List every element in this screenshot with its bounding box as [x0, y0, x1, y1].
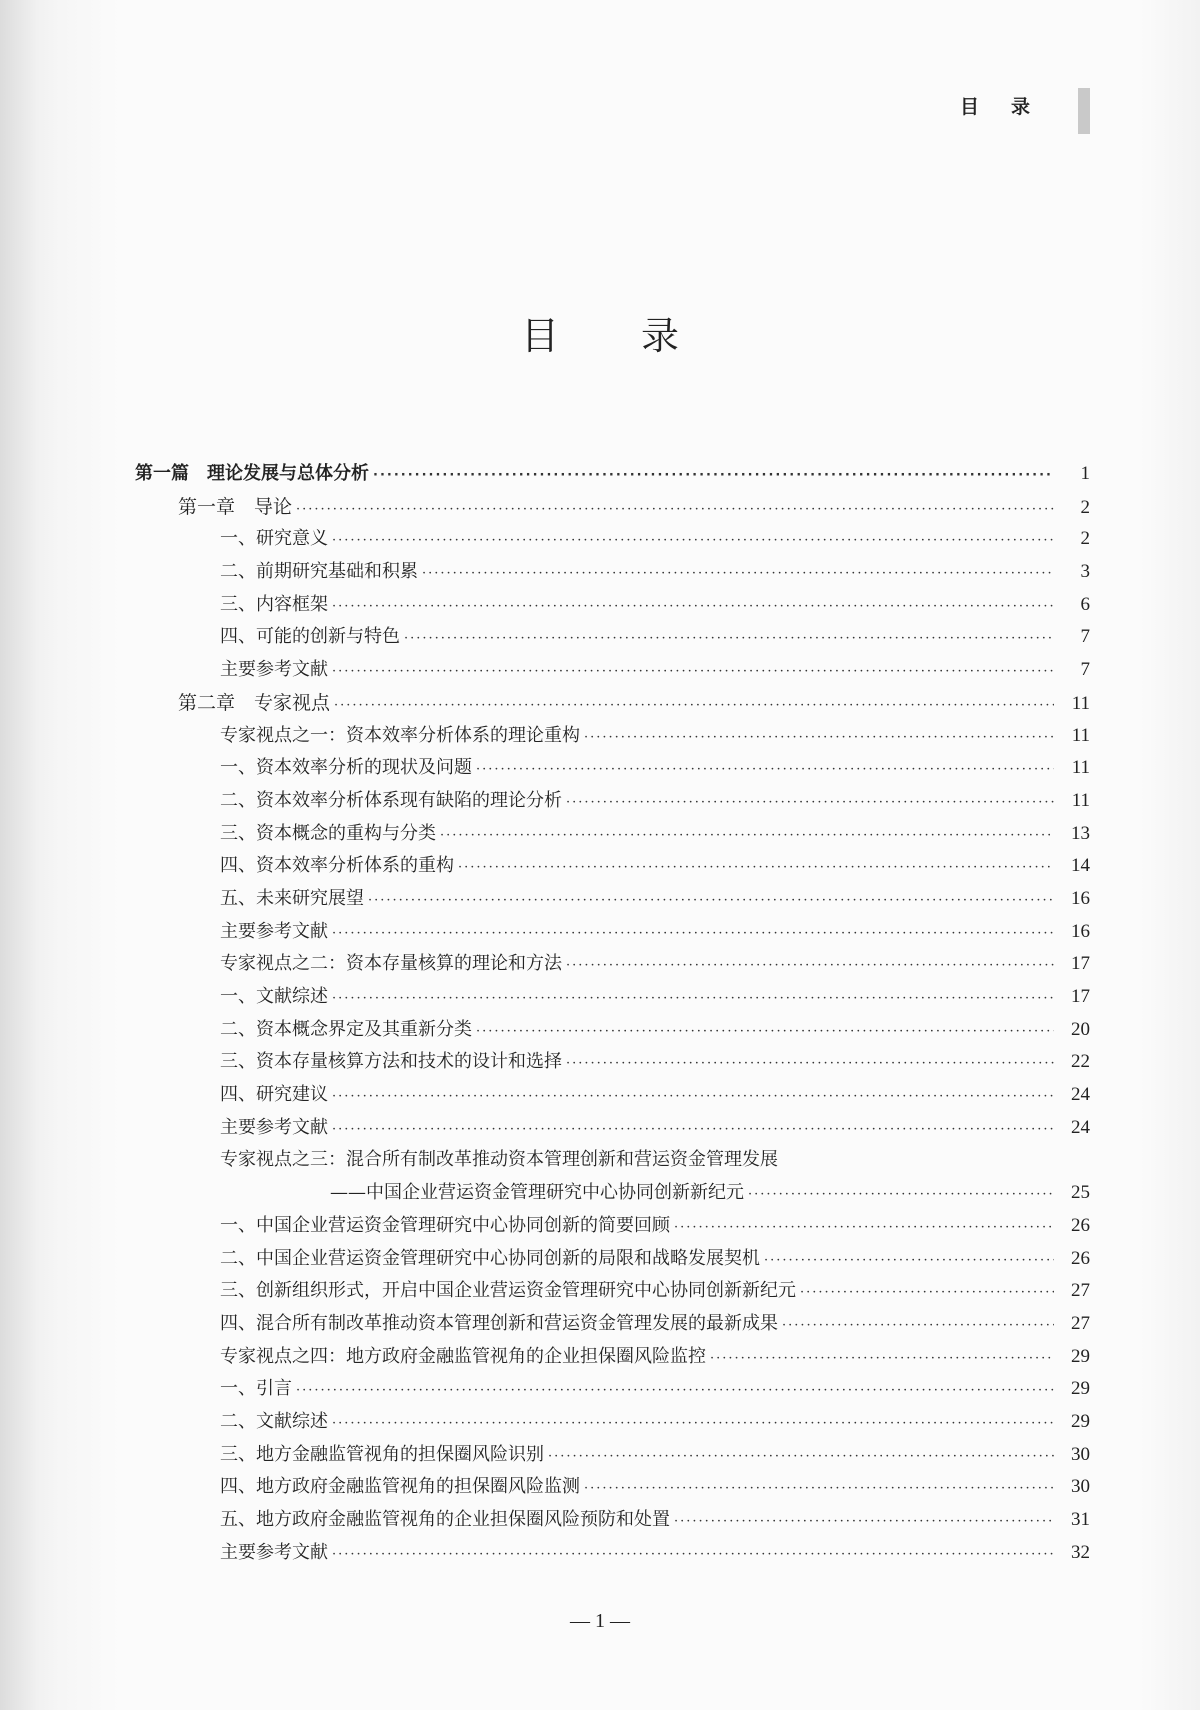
toc-entry-title: 三、地方金融监管视角的担保圈风险识别 [220, 1443, 544, 1465]
toc-entry [130, 1439, 1090, 1472]
toc-entry [130, 589, 1090, 622]
toc-entry [130, 1537, 1090, 1570]
toc-page-number: 3 [1080, 561, 1090, 583]
toc-dot-leader [332, 1408, 1054, 1441]
toc-dot-leader [710, 1343, 1054, 1376]
toc-entry [130, 752, 1090, 785]
toc-entry-title: 一、中国企业营运资金管理研究中心协同创新的简要回顾 [220, 1214, 670, 1236]
toc-page-number: 17 [1071, 986, 1090, 1007]
toc-entry-title: 专家视点之三：混合所有制改革推动资本管理创新和营运资金管理发展 [220, 1149, 778, 1171]
toc-dot-leader [566, 1048, 1054, 1081]
toc-entry-title: 一、引言 [220, 1378, 292, 1400]
toc-page-number: 2 [1080, 496, 1090, 518]
toc-entry-title: 二、资本效率分析体系现有缺陷的理论分析 [220, 789, 562, 811]
toc-entry-title: 三、创新组织形式，开启中国企业营运资金管理研究中心协同创新新纪元 [220, 1280, 796, 1302]
toc-dot-leader [764, 1245, 1054, 1278]
toc-page-number: 25 [1071, 1182, 1090, 1204]
toc-entry [130, 1275, 1090, 1308]
toc-page-number: 2 [1080, 528, 1090, 550]
toc-entry-title: 二、资本概念界定及其重新分类 [220, 1018, 472, 1040]
toc-page-number: 1 [1080, 463, 1090, 484]
toc-entry [130, 1373, 1090, 1406]
toc-dot-leader [476, 754, 1054, 787]
toc-page-number: 20 [1071, 1018, 1090, 1040]
toc-entry [130, 720, 1090, 753]
toc-page-number: 11 [1071, 692, 1090, 714]
toc-page-number: 6 [1080, 593, 1090, 615]
toc-page-number: 11 [1071, 789, 1090, 811]
toc-entry-title: 三、资本概念的重构与分类 [220, 822, 436, 844]
toc-entry-title: 一、研究意义 [220, 528, 328, 550]
toc-page-number: 13 [1071, 822, 1090, 844]
toc-entry [130, 1177, 1090, 1210]
toc-entry-title: 专家视点之四：地方政府金融监管视角的企业担保圈风险监控 [220, 1345, 706, 1367]
toc-page-number: 30 [1071, 1443, 1090, 1465]
toc-entry [130, 1308, 1090, 1341]
toc-dot-leader [748, 1179, 1054, 1212]
toc-page-number: 17 [1071, 953, 1090, 975]
toc-entry [130, 1079, 1090, 1112]
toc-entry-title: 专家视点之一：资本效率分析体系的理论重构 [220, 724, 580, 746]
toc-entry [130, 1341, 1090, 1374]
running-head-char: 录 [1011, 96, 1031, 118]
toc-entry-title: 四、研究建议 [220, 1084, 328, 1106]
toc-page-number: 22 [1071, 1051, 1090, 1073]
toc-entry [130, 458, 1090, 491]
toc-entry [130, 1504, 1090, 1537]
toc-dot-leader [548, 1441, 1054, 1474]
toc-dot-leader [800, 1277, 1054, 1310]
page-spine-shadow [0, 0, 36, 1710]
toc-dot-leader [332, 1081, 1054, 1114]
toc-entry-title: 四、资本效率分析体系的重构 [220, 855, 454, 877]
toc-dot-leader [332, 591, 1054, 624]
toc-page-number: 29 [1071, 1378, 1090, 1400]
toc-page-number: 24 [1071, 1084, 1090, 1106]
toc-dot-leader [332, 1114, 1054, 1147]
toc-page-number: 29 [1071, 1345, 1090, 1367]
toc-dot-leader [373, 460, 1054, 493]
toc-page-number: 11 [1071, 724, 1090, 746]
toc-dot-leader [440, 820, 1054, 853]
toc-dot-leader [334, 690, 1054, 723]
toc-entry [130, 1210, 1090, 1243]
toc-dot-leader [296, 1375, 1054, 1408]
toc-dot-leader [332, 983, 1054, 1016]
toc-dot-leader [404, 623, 1054, 656]
toc-entry-title: 二、中国企业营运资金管理研究中心协同创新的局限和战略发展契机 [220, 1247, 760, 1269]
toc-entry [130, 1014, 1090, 1047]
toc-dot-leader [332, 656, 1054, 689]
toc-page-number: 27 [1071, 1280, 1090, 1302]
toc-entry [130, 654, 1090, 687]
page-title [0, 305, 1200, 360]
toc-page-number: 26 [1071, 1214, 1090, 1236]
toc-dot-leader [584, 722, 1054, 755]
toc-dot-leader [458, 852, 1054, 885]
toc-entry [130, 850, 1090, 883]
toc-dot-leader [566, 950, 1054, 983]
toc-page-number: 7 [1080, 659, 1090, 681]
page-title-char: 目 [520, 314, 559, 358]
toc-entry-title: 四、可能的创新与特色 [220, 626, 400, 648]
toc-page-number: 31 [1071, 1509, 1090, 1530]
toc-entry-title: 主要参考文献 [220, 659, 328, 681]
toc-entry [130, 818, 1090, 851]
toc-entry [130, 1471, 1090, 1504]
toc-page-number: 11 [1071, 757, 1090, 779]
toc-page-number: 26 [1071, 1247, 1090, 1269]
toc-dot-leader [332, 1539, 1054, 1572]
toc-entry [130, 981, 1090, 1014]
running-head [960, 92, 1030, 119]
toc-entry-title: 二、前期研究基础和积累 [220, 561, 418, 583]
toc-entry-title: 五、地方政府金融监管视角的企业担保圈风险预防和处置 [220, 1509, 670, 1530]
toc-dot-leader [368, 885, 1054, 918]
table-of-contents [130, 458, 1090, 1569]
toc-page-number: 30 [1071, 1476, 1090, 1498]
toc-dot-leader [332, 525, 1054, 558]
toc-entry [130, 1243, 1090, 1276]
toc-dot-leader [296, 494, 1054, 527]
toc-entry [130, 1406, 1090, 1439]
toc-entry [130, 1112, 1090, 1145]
toc-entry-title: 主要参考文献 [220, 1541, 328, 1563]
toc-page-number: 29 [1071, 1410, 1090, 1432]
toc-entry-title: 主要参考文献 [220, 920, 328, 942]
toc-entry-title: 三、资本存量核算方法和技术的设计和选择 [220, 1051, 562, 1073]
running-head-char: 目 [960, 96, 980, 118]
toc-entry [130, 883, 1090, 916]
page-number: — 1 — [570, 1610, 630, 1632]
page-edge-tab [1078, 88, 1090, 134]
page-title-char: 录 [641, 314, 680, 358]
toc-page-number: 16 [1071, 920, 1090, 942]
toc-entry [130, 621, 1090, 654]
toc-entry-title: 一、文献综述 [220, 986, 328, 1007]
toc-entry-title: 主要参考文献 [220, 1116, 328, 1138]
toc-dot-leader [584, 1473, 1054, 1506]
toc-entry-title: 四、混合所有制改革推动资本管理创新和营运资金管理发展的最新成果 [220, 1312, 778, 1334]
toc-entry [130, 1144, 1090, 1177]
toc-page-number: 16 [1071, 887, 1090, 909]
toc-page-number: 7 [1080, 626, 1090, 648]
toc-entry-title: 二、文献综述 [220, 1410, 328, 1432]
toc-entry [130, 785, 1090, 818]
toc-page-number: 24 [1071, 1116, 1090, 1138]
toc-entry-title: 第一章 导论 [178, 495, 293, 518]
toc-dot-leader [782, 1310, 1054, 1343]
toc-entry-title: 第二章 专家视点 [178, 691, 331, 714]
toc-entry-title: 第一篇 理论发展与总体分析 [135, 463, 369, 484]
toc-entry [130, 687, 1090, 720]
toc-dot-leader [674, 1212, 1054, 1245]
toc-entry-title: 专家视点之二：资本存量核算的理论和方法 [220, 953, 562, 975]
toc-dot-leader [422, 558, 1054, 591]
toc-dot-leader [674, 1506, 1054, 1539]
toc-entry-title: 一、资本效率分析的现状及问题 [220, 757, 472, 779]
toc-entry-title: 四、地方政府金融监管视角的担保圈风险监测 [220, 1476, 580, 1498]
toc-entry-title: 五、未来研究展望 [220, 887, 364, 909]
toc-page-number: 27 [1071, 1312, 1090, 1334]
toc-page-number: 14 [1071, 855, 1090, 877]
toc-dot-leader [566, 787, 1054, 820]
toc-dot-leader [332, 918, 1054, 951]
toc-entry [130, 523, 1090, 556]
toc-page-number: 32 [1071, 1541, 1090, 1563]
toc-entry [130, 948, 1090, 981]
toc-entry [130, 916, 1090, 949]
toc-entry [130, 556, 1090, 589]
toc-entry-title: 三、内容框架 [220, 593, 328, 615]
toc-entry [130, 1046, 1090, 1079]
toc-entry-title: ——中国企业营运资金管理研究中心协同创新新纪元 [330, 1182, 744, 1204]
toc-dot-leader [476, 1016, 1054, 1049]
toc-entry [130, 491, 1090, 524]
